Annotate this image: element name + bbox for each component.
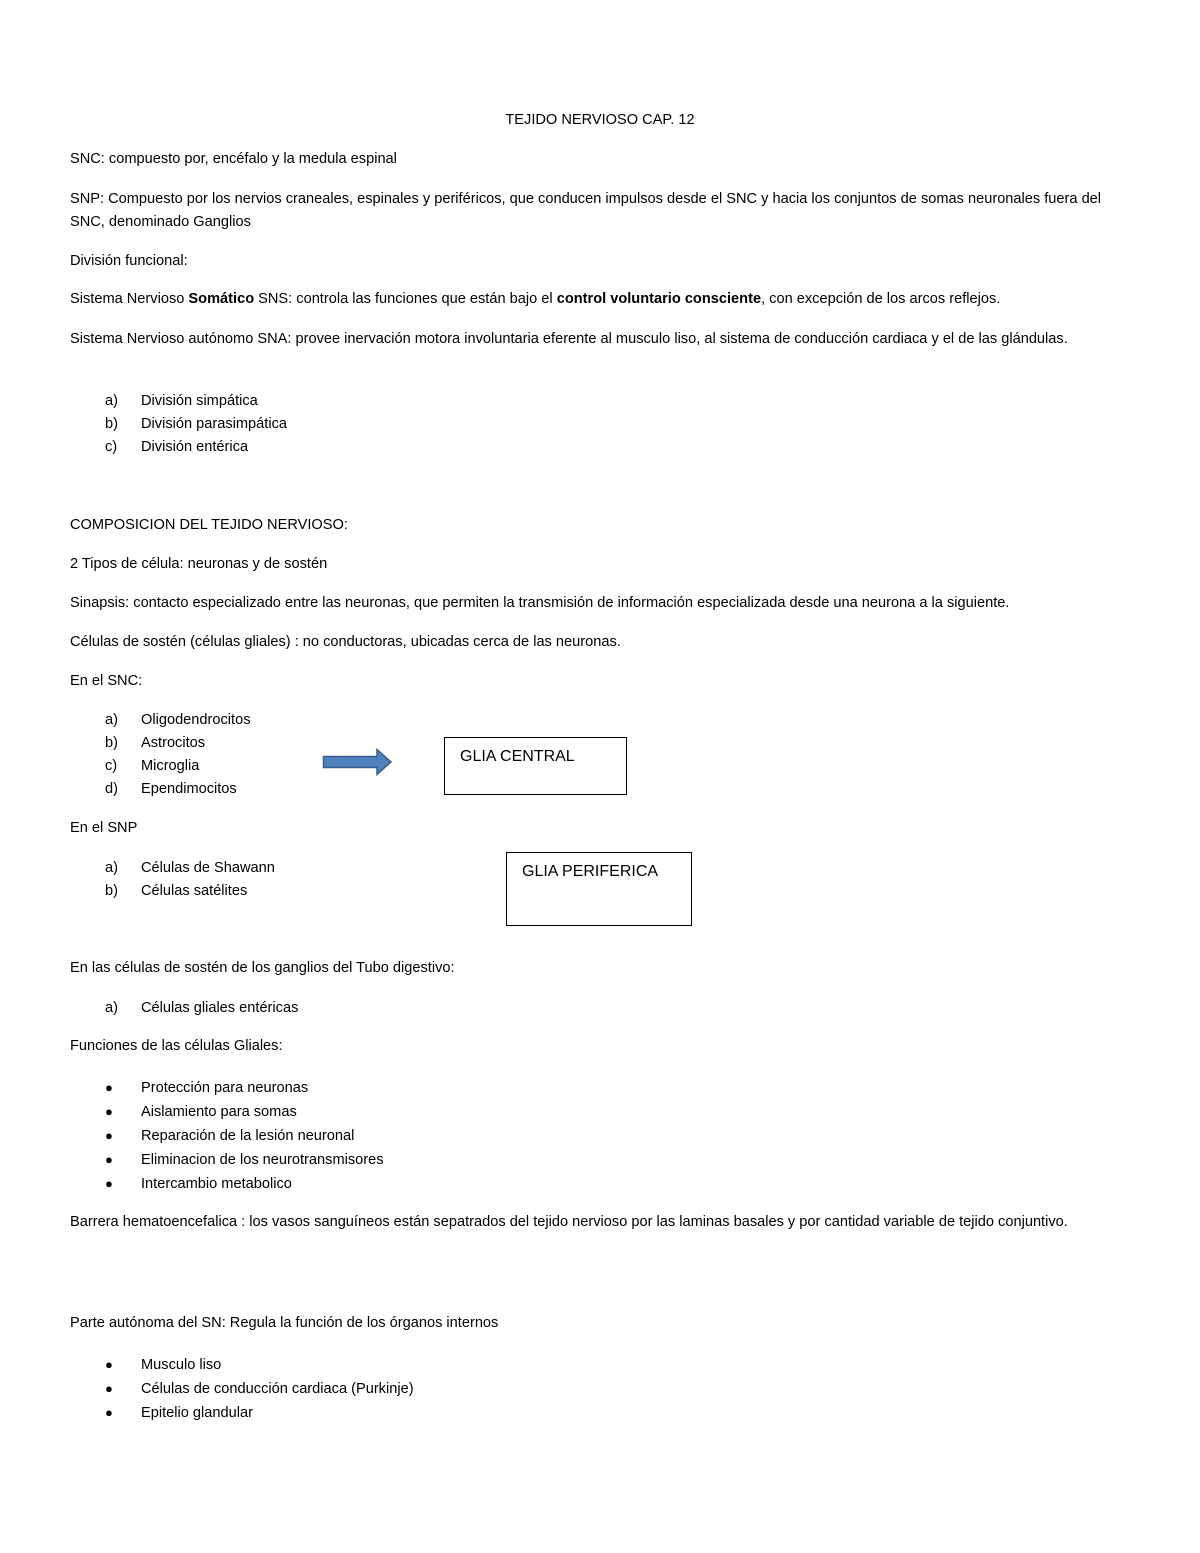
list-text: Epitelio glandular bbox=[141, 1405, 253, 1421]
sns-bold-2: control voluntario consciente bbox=[556, 291, 762, 307]
bullet-icon: ● bbox=[105, 1104, 113, 1119]
list-item bbox=[105, 1124, 354, 1148]
list-text: Reparación de la lesión neuronal bbox=[141, 1128, 355, 1144]
list-marker: b) bbox=[105, 416, 118, 432]
list-text: Células gliales entéricas bbox=[141, 1000, 299, 1016]
bullet-icon: ● bbox=[105, 1152, 113, 1167]
list-item bbox=[105, 732, 205, 755]
list-marker: d) bbox=[105, 781, 118, 797]
sns-bold-1: Somático bbox=[188, 291, 255, 307]
list-item bbox=[105, 413, 287, 436]
list-item bbox=[105, 1172, 292, 1196]
list-text: Astrocitos bbox=[141, 735, 206, 751]
list-text: Eliminacion de los neurotransmisores bbox=[141, 1152, 384, 1168]
glia-central-label: GLIA CENTRAL bbox=[460, 748, 575, 765]
list-text: Aislamiento para somas bbox=[141, 1104, 297, 1120]
glia-periferica-label: GLIA PERIFERICA bbox=[522, 863, 659, 880]
tubo-digestivo-heading: En las células de sostén de los ganglios del Tubo digestivo: bbox=[70, 960, 455, 976]
list-marker: a) bbox=[105, 393, 118, 409]
list-item bbox=[105, 880, 247, 903]
list-marker: a) bbox=[105, 860, 118, 876]
sns-text-2: SNS: controla las funciones que están bajo el bbox=[254, 291, 557, 307]
bullet-icon: ● bbox=[105, 1176, 113, 1191]
list-text: Microglia bbox=[141, 758, 200, 774]
list-item bbox=[105, 436, 248, 459]
bullet-icon: ● bbox=[105, 1080, 113, 1095]
list-item bbox=[105, 1401, 253, 1425]
list-text: Intercambio metabolico bbox=[141, 1176, 292, 1192]
list-text: Células de conducción cardiaca (Purkinje) bbox=[141, 1381, 414, 1397]
composicion-heading: COMPOSICION DEL TEJIDO NERVIOSO: bbox=[70, 517, 348, 533]
list-text: Células satélites bbox=[141, 883, 248, 899]
bullet-icon: ● bbox=[105, 1357, 113, 1372]
bullet-icon: ● bbox=[105, 1381, 113, 1396]
en-snc-heading: En el SNC: bbox=[70, 673, 143, 689]
list-item bbox=[105, 709, 251, 732]
list-item bbox=[105, 778, 237, 801]
list-text: Oligodendrocitos bbox=[141, 712, 251, 728]
bullet-icon: ● bbox=[105, 1128, 113, 1143]
list-item bbox=[105, 390, 258, 413]
en-snp-heading: En el SNP bbox=[70, 820, 138, 836]
list-marker: c) bbox=[105, 439, 118, 455]
glia-periferica-box bbox=[506, 852, 692, 926]
celulas-sosten-definition: Células de sostén (células gliales) : no conductoras, ubicadas cerca de las neuronas. bbox=[70, 634, 621, 650]
list-item bbox=[105, 1353, 221, 1377]
bullet-icon: ● bbox=[105, 1405, 113, 1420]
page-title: TEJIDO NERVIOSO CAP. 12 bbox=[505, 112, 695, 128]
list-text: División entérica bbox=[141, 439, 249, 455]
snc-definition: SNC: compuesto por, encéfalo y la medula espinal bbox=[70, 151, 397, 167]
list-item bbox=[105, 1148, 384, 1172]
list-item bbox=[105, 857, 275, 880]
tipos-de-celula: 2 Tipos de célula: neuronas y de sostén bbox=[70, 556, 328, 572]
list-text: Protección para neuronas bbox=[141, 1080, 309, 1096]
sinapsis-definition: Sinapsis: contacto especializado entre las neuronas, que permiten la transmisión de información especializada desde una neurona a la siguiente. bbox=[70, 595, 1010, 611]
list-item bbox=[105, 755, 199, 778]
glia-central-box bbox=[444, 737, 627, 795]
list-text: Ependimocitos bbox=[141, 781, 237, 797]
list-item bbox=[105, 1377, 414, 1401]
list-item bbox=[105, 1100, 297, 1124]
list-item bbox=[105, 1076, 308, 1100]
barrera-hematoencefalica: Barrera hematoencefalica : los vasos sanguíneos están sepatrados del tejido nervioso por las laminas basales y por cantidad variable de tejido conjuntivo. bbox=[70, 1214, 1068, 1230]
list-marker: b) bbox=[105, 735, 118, 751]
division-funcional-heading: División funcional: bbox=[70, 253, 188, 269]
list-text: Musculo liso bbox=[141, 1357, 222, 1373]
list-marker: c) bbox=[105, 758, 118, 774]
list-marker: b) bbox=[105, 883, 118, 899]
sna-definition: Sistema Nervioso autónomo SNA: provee inervación motora involuntaria eferente al musculo liso, al sistema de conducción cardiaca y el de las glándulas. bbox=[70, 331, 1068, 347]
list-item bbox=[105, 997, 298, 1020]
list-marker: a) bbox=[105, 712, 118, 728]
list-marker: a) bbox=[105, 1000, 118, 1016]
sns-text-3: , con excepción de los arcos reflejos. bbox=[761, 291, 1001, 307]
right-arrow-icon bbox=[322, 748, 394, 776]
funciones-heading: Funciones de las células Gliales: bbox=[70, 1038, 283, 1054]
list-text: División parasimpática bbox=[141, 416, 287, 432]
sns-definition bbox=[70, 288, 1000, 311]
list-text: División simpática bbox=[141, 393, 258, 409]
parte-autonoma: Parte autónoma del SN: Regula la función de los órganos internos bbox=[70, 1315, 499, 1331]
list-text: Células de Shawann bbox=[141, 860, 275, 876]
sns-text-1: Sistema Nervioso bbox=[70, 291, 189, 307]
snp-definition: SNP: Compuesto por los nervios craneales, espinales y periféricos, que conducen impulsos desde el SNC y hacia los conjuntos de somas neuronales fuera del SNC, denominado Ganglios bbox=[70, 191, 1102, 230]
